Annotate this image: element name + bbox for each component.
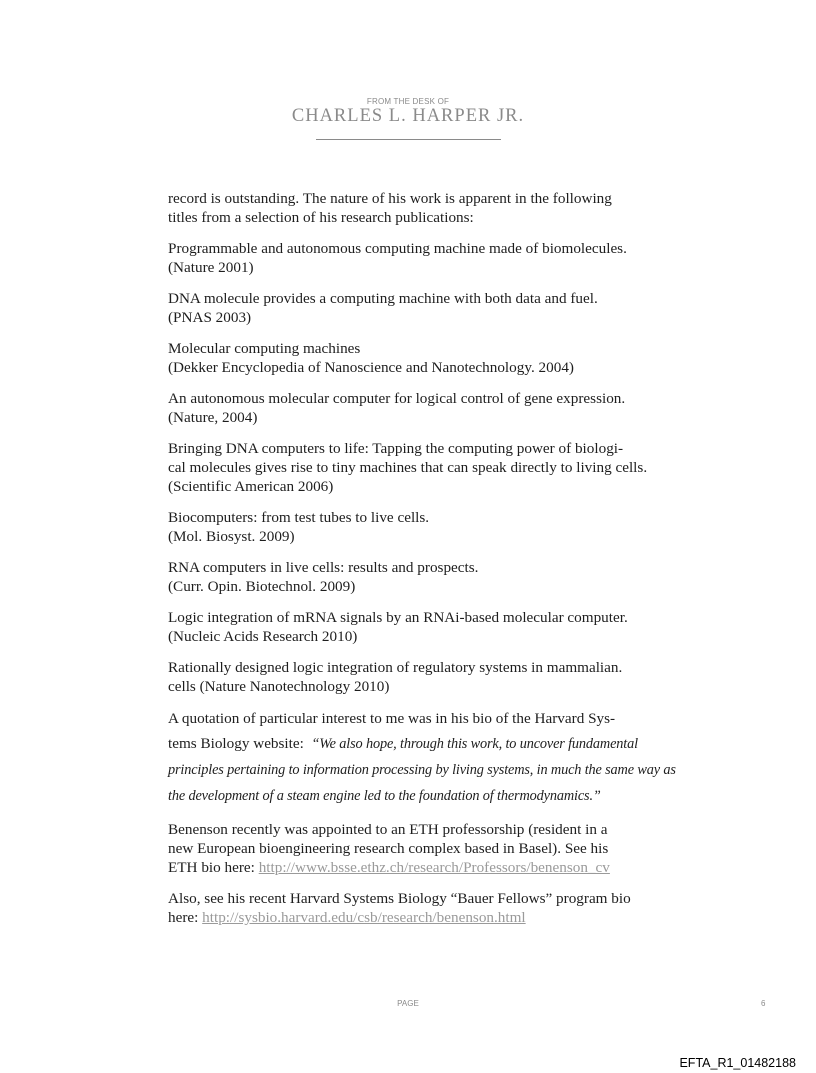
publication-source: (Scientific American 2006) — [168, 478, 334, 495]
publication-title: Programmable and autonomous computing machine made of biomolecules. — [168, 240, 627, 257]
publication-source: (Nature 2001) — [168, 259, 254, 276]
harvard-bio-link[interactable]: http://sysbio.harvard.edu/csb/research/benenson.html — [202, 909, 526, 926]
publication-title: Rationally designed logic integration of regulatory systems in mammalian. — [168, 659, 623, 676]
publication-source: (Mol. Biosyst. 2009) — [168, 528, 295, 545]
intro-line: titles from a selection of his research publications: — [168, 209, 474, 226]
publication-entry — [168, 339, 668, 377]
publication-entry — [168, 608, 668, 646]
quote-intro: tems Biology website: — [168, 735, 304, 752]
publication-source: (Nucleic Acids Research 2010) — [168, 628, 358, 645]
eth-text: ETH bio here: — [168, 859, 259, 876]
eth-bio-link[interactable]: http://www.bsse.ethz.ch/research/Professors/benenson_cv — [258, 859, 610, 876]
publication-title: Logic integration of mRNA signals by an RNAi-based molecular computer. — [168, 609, 628, 626]
publication-entry — [168, 658, 668, 696]
letterhead-name: CHARLES L. HARPER JR. — [291, 106, 525, 126]
eth-paragraph — [168, 820, 668, 877]
publication-title: RNA computers in live cells: results and prospects. — [168, 559, 479, 576]
letter-body — [168, 189, 676, 939]
harvard-text: here: — [168, 909, 203, 926]
footer-page-number: 6 — [761, 999, 766, 1008]
harvard-paragraph — [168, 889, 668, 927]
publication-title: An autonomous molecular computer for logical control of gene expression. — [168, 390, 626, 407]
letterhead-kicker: FROM THE DESK OF — [366, 97, 450, 106]
document-id: EFTA_R1_01482188 — [679, 1056, 796, 1070]
harvard-text: Also, see his recent Harvard Systems Biology “Bauer Fellows” program bio — [168, 890, 631, 907]
publication-title: Biocomputers: from test tubes to live cells. — [168, 509, 430, 526]
publication-source: (Curr. Opin. Biotechnol. 2009) — [168, 578, 356, 595]
quote-text: the development of a steam engine led to the foundation of thermodynamics.” — [168, 788, 601, 804]
quote-intro: A quotation of particular interest to me was in his bio of the Harvard Sys- — [168, 710, 616, 727]
publication-title: Bringing DNA computers to life: Tapping the computing power of biologi- — [168, 440, 624, 457]
publication-entry — [168, 439, 668, 496]
eth-text: new European bioengineering research complex based in Basel). See his — [168, 840, 609, 857]
publication-title: DNA molecule provides a computing machine with both data and fuel. — [168, 290, 598, 307]
publication-title: cal molecules gives rise to tiny machines that can speak directly to living cells. — [168, 459, 648, 476]
eth-text: Benenson recently was appointed to an ETH professorship (resident in a — [168, 821, 608, 838]
publication-entry — [168, 239, 668, 277]
footer-page-label: PAGE — [397, 999, 419, 1008]
publication-source: (PNAS 2003) — [168, 309, 252, 326]
letterhead-divider — [316, 139, 501, 140]
publication-entry — [168, 558, 668, 596]
publication-title: Molecular computing machines — [168, 340, 361, 357]
intro-paragraph — [168, 189, 668, 227]
publication-source: cells (Nature Nanotechnology 2010) — [168, 678, 390, 695]
publication-source: (Dekker Encyclopedia of Nanoscience and Nanotechnology. 2004) — [168, 359, 574, 376]
publication-entry — [168, 289, 668, 327]
quote-text: principles pertaining to information processing by living systems, in much the same way as — [168, 762, 676, 778]
quote-paragraph — [168, 706, 676, 809]
quote-text: “We also hope, through this work, to uncover fundamental — [311, 736, 638, 752]
publication-entry — [168, 389, 668, 427]
publication-entry — [168, 508, 668, 546]
publication-source: (Nature, 2004) — [168, 409, 258, 426]
intro-line: record is outstanding. The nature of his work is apparent in the following — [168, 190, 612, 207]
